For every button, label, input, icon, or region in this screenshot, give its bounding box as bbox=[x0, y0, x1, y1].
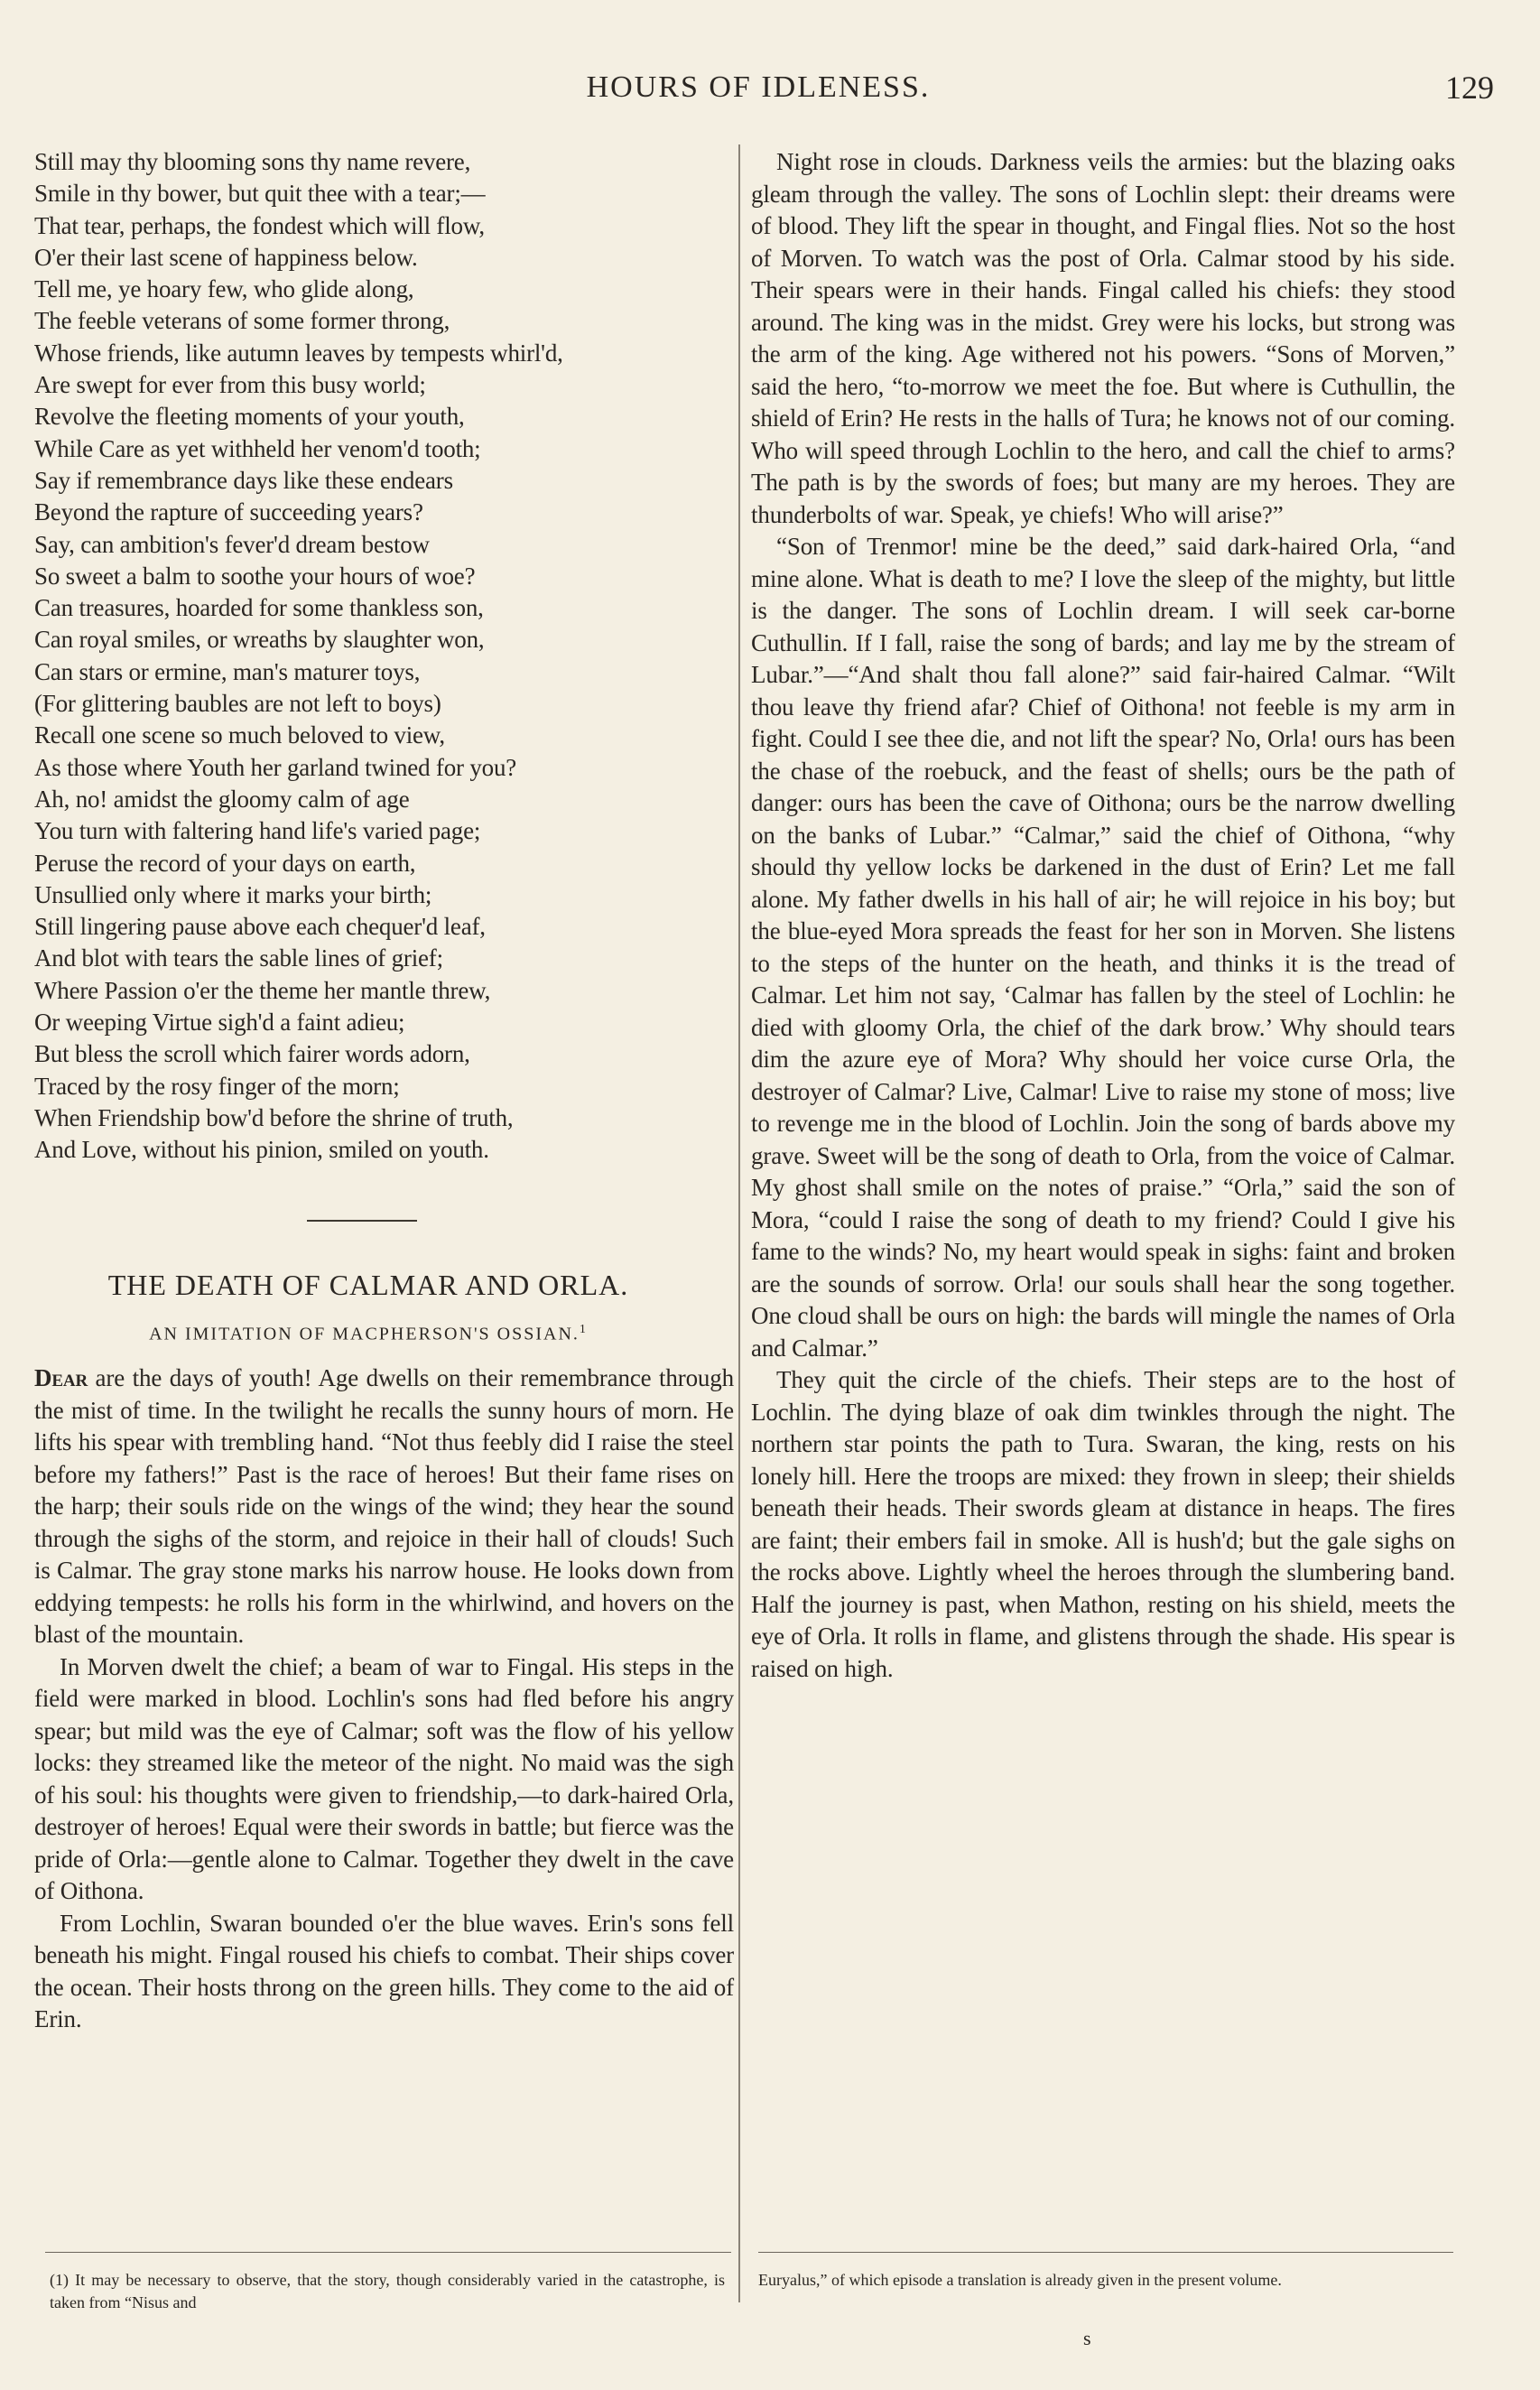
poem-line: O'er their last scene of happiness below. bbox=[34, 243, 418, 271]
poem-line: Tell me, ye hoary few, who glide along, bbox=[34, 275, 414, 303]
section-subtitle bbox=[34, 1323, 702, 1345]
poem-line: You turn with faltering hand life's varied page; bbox=[34, 817, 481, 845]
poem-line: As those where Youth her garland twined for you? bbox=[34, 753, 517, 781]
poem-line: Where Passion o'er the theme her mantle threw, bbox=[34, 976, 491, 1004]
signature-mark: s bbox=[1083, 2327, 1091, 2349]
poem-line: (For glittering baubles are not left to boys) bbox=[34, 690, 441, 718]
poem-line: But bless the scroll which fairer words adorn, bbox=[34, 1040, 470, 1068]
left-prose bbox=[34, 1362, 734, 2036]
poem-line: Are swept for ever from this busy world; bbox=[34, 371, 426, 399]
right-prose bbox=[751, 146, 1455, 1685]
poem-line: So sweet a balm to soothe your hours of woe? bbox=[34, 562, 476, 590]
column-divider bbox=[738, 144, 740, 2302]
paragraph: “Son of Trenmor! mine be the deed,” said dark-haired Orla, “and mine alone. What is death to me? I love the sleep of the mighty, but little is the danger. The sons of Lochlin dream. I will seek car-borne Cuthullin. If I fall, raise the song of bards; and lay me by the stream of Lubar.”—“And shalt thou fall alone?” said fair-haired Calmar. “Wilt thou leave thy friend afar? Chief of Oithona! not feeble is my arm in fight. Could I see thee die, and not lift the spear? No, Orla! ours has been the chase of the roebuck, and the feast of shells; ours be the path of danger: ours has been the cave of Oithona; ours be the narrow dwelling on the banks of Lubar.” “Calmar,” said the chief of Oithona, “why should thy yellow locks be darkened in the dust of Erin? Let me fall alone. My father dwells in his hall of air; he will rejoice in his boy; but the blue-eyed Mora spreads the feast for her son in Morven. She listens to the steps of the hunter on the heath, and thinks it is the tread of Calmar. Let him not say, ‘Calmar has fallen by the steel of Lochlin: he died with gloomy Orla, the chief of the dark brow.’ Why should tears dim the azure eye of Mora? Why should her voice curse Orla, the destroyer of Calmar? Live, Calmar! Live to raise my stone of moss; live to revenge me in the blood of Lochlin. Join the song of bards above my grave. Sweet will be the song of death to Orla, from the voice of Calmar. My ghost shall smile on the notes of praise.” “Orla,” said the son of Mora, “could I raise the song of death to my friend? Could I give his fame to the winds? No, my heart would speak in sighs: faint and broken are the sounds of sorrow. Orla! our souls shall hear the song together. One cloud shall be ours on high: the bards will mingle the names of Orla and Calmar.” bbox=[751, 533, 1455, 1362]
poem-line: Whose friends, like autumn leaves by tempests whirl'd, bbox=[34, 339, 563, 367]
page-number: 129 bbox=[1445, 70, 1494, 106]
poem-line: While Care as yet withheld her venom'd tooth; bbox=[34, 434, 481, 462]
drop-word: Dear bbox=[34, 1364, 88, 1391]
poem-line: Peruse the record of your days on earth, bbox=[34, 849, 416, 877]
poem-line: Revolve the fleeting moments of your youth, bbox=[34, 403, 465, 431]
paragraph-text: are the days of youth! Age dwells on their remembrance through the mist of time. In the twilight he recalls the sunny hours of morn. He lifts his spear with trembling hand. “Not thus feebly did I raise the steel before my fathers!” Past is the race of heroes! But their fame rises on the harp; their souls ride on the wings of the wind; they hear the sound through the sighs of the storm, and rejoice in their hall of clouds! Such is Calmar. The gray stone marks his narrow house. He looks down from eddying tempests: he rolls his form in the whirlwind, and hovers on the blast of the mountain. bbox=[34, 1364, 734, 1648]
poem-line: Ah, no! amidst the gloomy calm of age bbox=[34, 785, 410, 813]
footnote-rule bbox=[758, 2252, 1453, 2253]
poem-line: Beyond the rapture of succeeding years? bbox=[34, 498, 423, 526]
section-separator-rule bbox=[307, 1220, 417, 1222]
poem-line: That tear, perhaps, the fondest which will flow, bbox=[34, 211, 485, 239]
footnote-rule bbox=[45, 2252, 731, 2253]
subtitle-text: AN IMITATION OF MACPHERSON'S OSSIAN. bbox=[149, 1324, 580, 1344]
poem-line: And blot with tears the sable lines of grief; bbox=[34, 944, 443, 972]
poem-column bbox=[34, 146, 734, 1167]
paragraph bbox=[34, 1362, 734, 1651]
poem-line: Unsullied only where it marks your birth; bbox=[34, 880, 432, 908]
paragraph: From Lochlin, Swaran bounded o'er the blue waves. Erin's sons fell beneath his might. Fingal roused his chiefs to combat. Their ships cover the ocean. Their hosts throng on the green hills. They come to the aid of Erin. bbox=[34, 1909, 734, 2032]
poem-line: The feeble veterans of some former throng, bbox=[34, 307, 450, 335]
footnote-right: Euryalus,” of which episode a translation is already given in the present volume. bbox=[758, 2271, 1282, 2289]
paragraph: They quit the circle of the chiefs. Their steps are to the host of Lochlin. The dying blaze of oak dim twinkles through the night. The northern star points the path to Tura. Swaran, the king, rests on his lonely hill. Here the troops are mixed: they frown in sleep; their shields beneath their heads. Their swords gleam at distance in heaps. The fires are faint; their embers fail in smoke. All is hush'd; but the gale sighs on the rocks above. Lightly wheel the heroes through the slumbering band. Half the journey is past, when Mathon, resting on his shield, meets the eye of Orla. It rolls in flame, and glistens through the shade. His spear is raised on high. bbox=[751, 1366, 1455, 1682]
running-head: HOURS OF IDLENESS. bbox=[586, 70, 931, 104]
poem-line: Say if remembrance days like these endears bbox=[34, 466, 453, 494]
poem-line: Traced by the rosy finger of the morn; bbox=[34, 1072, 400, 1100]
poem-line: Smile in thy bower, but quit thee with a tear;— bbox=[34, 180, 486, 208]
poem-line: Say, can ambition's fever'd dream bestow bbox=[34, 530, 430, 558]
footnote-marker: 1 bbox=[579, 1323, 588, 1336]
poem-line: Recall one scene so much beloved to view, bbox=[34, 721, 445, 749]
poem-line: Can stars or ermine, man's maturer toys, bbox=[34, 657, 421, 685]
poem-line: Or weeping Virtue sigh'd a faint adieu; bbox=[34, 1009, 405, 1037]
poem bbox=[34, 146, 734, 1167]
footnote-left: (1) It may be necessary to observe, that the story, though considerably varied in the catastrophe, is taken from “Nisus and bbox=[50, 2271, 725, 2311]
paragraph: Night rose in clouds. Darkness veils the armies: but the blazing oaks gleam through the valley. The sons of Lochlin slept: their dreams were of blood. They lift the spear in thought, and Fingal flies. Not so the host of Morven. To watch was the post of Orla. Calmar stood by his side. Their spears were in their hands. Fingal called his chiefs: they stood around. The king was in the midst. Grey were his locks, but strong was the arm of the king. Age withered not his powers. “Sons of Morven,” said the hero, “to-morrow we meet the foe. But where is Cuthullin, the shield of Erin? He rests in the halls of Tura; he knows not of our coming. Who will speed through Lochlin to the hero, and call the chief to arms? The path is by the swords of foes; but many are my heroes. They are thunderbolts of war. Speak, ye chiefs! Who will arise?” bbox=[751, 148, 1455, 528]
poem-line: When Friendship bow'd before the shrine of truth, bbox=[34, 1103, 514, 1131]
poem-line: Can royal smiles, or wreaths by slaughter won, bbox=[34, 626, 485, 654]
paragraph: In Morven dwelt the chief; a beam of war to Fingal. His steps in the field were marked in blood. Lochlin's sons had fled before his angry spear; but mild was the eye of Calmar; soft was the flow of his yellow locks: they streamed like the meteor of the night. No maid was the sigh of his soul: his thoughts were given to friendship,—to dark-haired Orla, destroyer of heroes! Equal were their swords in battle; but fierce was the pride of Orla:—gentle alone to Calmar. Together they dwelt in the cave of Oithona. bbox=[34, 1652, 734, 1904]
poem-line: Can treasures, hoarded for some thankless son, bbox=[34, 594, 484, 622]
poem-line: Still may thy blooming sons thy name revere, bbox=[34, 148, 471, 175]
section-title: THE DEATH OF CALMAR AND ORLA. bbox=[107, 1269, 629, 1301]
poem-line: Still lingering pause above each chequer'd leaf, bbox=[34, 913, 486, 941]
poem-line: And Love, without his pinion, smiled on youth. bbox=[34, 1136, 489, 1164]
